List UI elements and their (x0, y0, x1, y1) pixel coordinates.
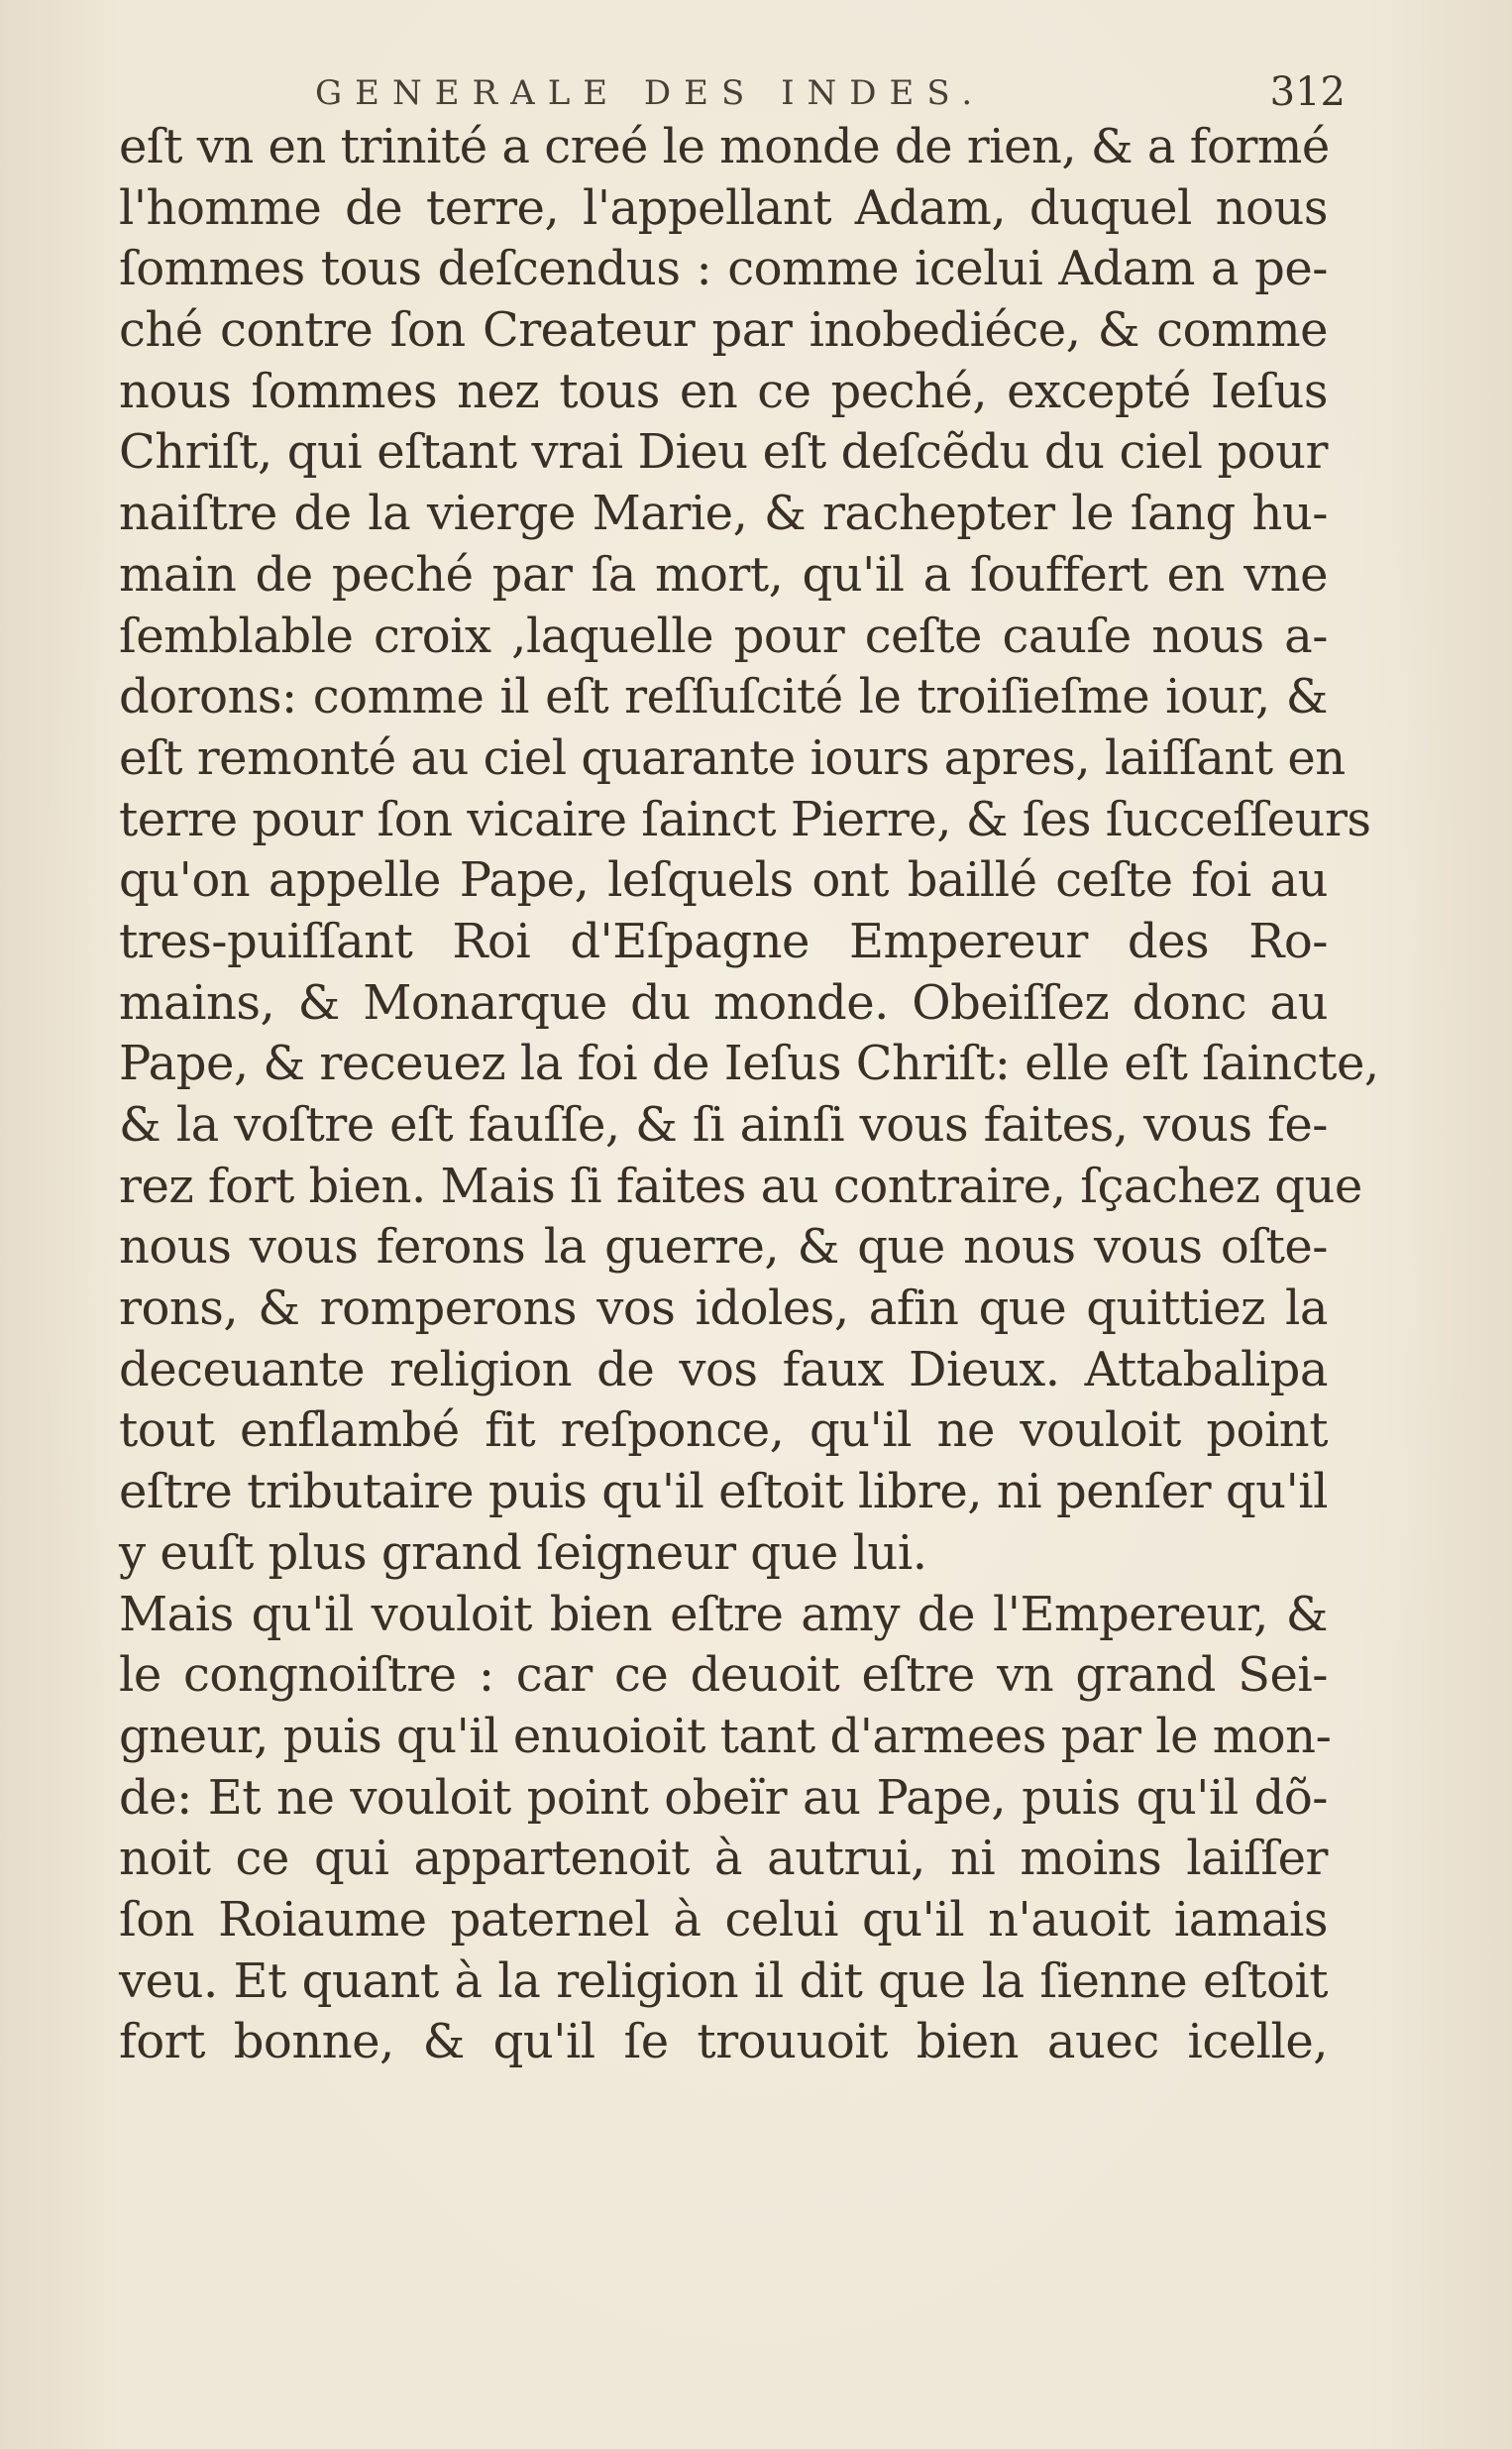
page-number: 312 (1269, 69, 1346, 115)
text-line: eſtre tributaire puis qu'il eſtoit libre, ni penſer qu'il (119, 1464, 1328, 1520)
text-line: tout enflambé fit reſponce, qu'il ne vouloit point (119, 1402, 1328, 1459)
text-line: nous ſommes nez tous en ce peché, excepté Ieſus (119, 363, 1328, 419)
text-line: terre pour ſon vicaire ſainct Pierre, & ſes ſucceſſeurs (119, 791, 1371, 847)
text-line: ſommes tous deſcendus : comme icelui Adam a pe- (119, 241, 1328, 297)
text-line: ſon Roiaume paternel à celui qu'il n'auoit iamais (119, 1891, 1328, 1948)
paragraph-end-line: y euſt plus grand ſeigneur que lui. (119, 1524, 927, 1581)
running-title: GENERALE DES INDES. (315, 73, 986, 113)
text-line: rez fort bien. Mais ſi faites au contraire, ſçachez que (119, 1158, 1362, 1214)
text-line: tres-puiſſant Roi d'Eſpagne Empereur des Ro- (119, 913, 1328, 969)
text-line: deceuante religion de vos faux Dieux. Attabalipa (119, 1341, 1328, 1397)
text-line: rons, & romperons vos idoles, afin que quittiez la (119, 1280, 1328, 1337)
body-text (119, 117, 1379, 2073)
text-line: mains, & Monarque du monde. Obeiſſez donc au (119, 974, 1328, 1031)
text-line: ché contre ſon Createur par inobediéce, & comme (119, 302, 1328, 359)
text-line: ſemblable croix ,laquelle pour ceſte cauſe nous a- (119, 608, 1328, 664)
text-line: nous vous ferons la guerre, & que nous vous oſte- (119, 1219, 1328, 1276)
text-line: dorons: comme il eſt reſſuſcité le troiſieſme iour, & (119, 669, 1328, 725)
text-line: main de peché par ſa mort, qu'il a ſouffert en vne (119, 546, 1328, 603)
text-line: fort bonne, & qu'il ſe trouuoit bien auec icelle, (119, 2014, 1328, 2070)
text-line: Pape, & receuez la foi de Ieſus Chriſt: elle eſt ſaincte, (119, 1036, 1379, 1092)
text-line: l'homme de terre, l'appellant Adam, duquel nous (119, 179, 1328, 236)
text-line: eſt vn en trinité a creé le monde de rien, & a formé (119, 119, 1330, 174)
text-line: & la voſtre eſt fauſſe, & ſi ainſi vous faites, vous fe- (119, 1097, 1328, 1153)
text-line: naiſtre de la vierge Marie, & rachepter le ſang hu- (119, 486, 1328, 542)
text-line: qu'on appelle Pape, leſquels ont baillé ceſte foi au (119, 852, 1328, 909)
text-line: le congnoiſtre : car ce deuoit eſtre vn grand Sei- (119, 1647, 1328, 1704)
text-line: eſt remonté au ciel quarante iours apres, laiſſant en (119, 729, 1346, 786)
text-line: gneur, puis qu'il enuoioit tant d'armees par le mon- (119, 1708, 1332, 1764)
text-line: Chriſt, qui eſtant vrai Dieu eſt deſcẽdu du ciel pour (119, 424, 1328, 481)
text-line: noit ce qui appartenoit à autrui, ni moins laiſſer (119, 1831, 1328, 1887)
text-line: veu. Et quant à la religion il dit que la ſienne eſtoit (119, 1952, 1328, 2009)
text-line: de: Et ne vouloit point obeïr au Pape, puis qu'il dõ- (119, 1769, 1328, 1826)
text-line: Mais qu'il vouloit bien eſtre amy de l'Empereur, & (119, 1586, 1328, 1642)
